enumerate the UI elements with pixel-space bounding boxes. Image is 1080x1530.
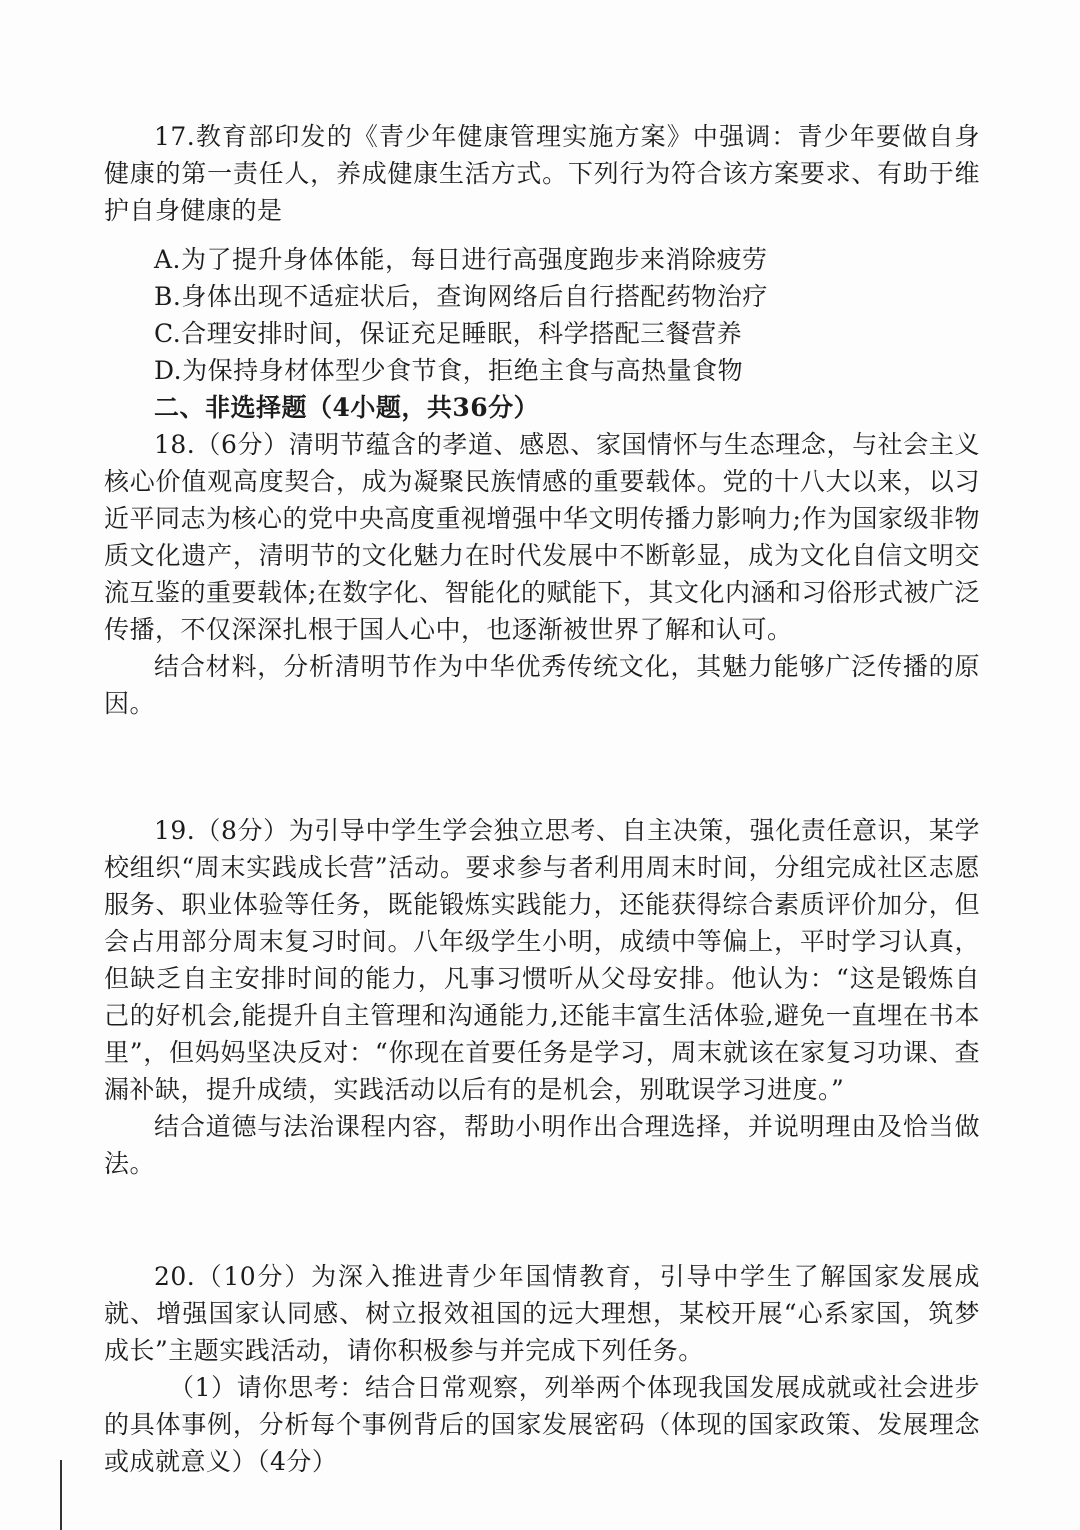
q19-stem: 19.（8分）为引导中学生学会独立思考、自主决策，强化责任意识，某学校组织“周末实践成长营”活动。要求参与者利用周末时间，分组完成社区志愿服务、职业体验等任务，既能锻炼实践能力，还能获得综合素质评价加分，但会占用部分周末复习时间。八年级学生小明，成绩中等偏上，平时学习认真，但缺乏自主安排时间的能力，凡事习惯听从父母安排。他认为：“这是锻炼自己的好机会,能提升自主管理和沟通能力,还能丰富生活体验,避免一直埋在书本里”，但妈妈坚决反对：“你现在首要任务是学习，周末就该在家复习功课、查漏补缺，提升成绩，实践活动以后有的是机会，别耽误学习进度。” <box>104 816 980 1104</box>
q18-stem: 18.（6分）清明节蕴含的孝道、感恩、家国情怀与生态理念，与社会主义核心价值观高度契合，成为凝聚民族情感的重要载体。党的十八大以来，以习近平同志为核心的党中央高度重视增强中华文明传播力影响力;作为国家级非物质文化遗产，清明节的文化魅力在时代发展中不断彰显，成为文化自信文明交流互鉴的重要载体;在数字化、智能化的赋能下，其文化内涵和习俗形式被广泛传播，不仅深深扎根于国人心中，也逐渐被世界了解和认可。 <box>104 430 980 644</box>
q18-task: 结合材料，分析清明节作为中华优秀传统文化，其魅力能够广泛传播的原因。 <box>104 652 980 718</box>
q19-task: 结合道德与法治课程内容，帮助小明作出合理选择，并说明理由及恰当做法。 <box>104 1112 980 1178</box>
section-heading: 二、非选择题（4小题，共36分） <box>154 393 540 422</box>
q17-option-c: C.合理安排时间，保证充足睡眠，科学搭配三餐营养 <box>154 319 743 348</box>
page-content <box>104 118 980 1480</box>
q17-stem: 17.教育部印发的《青少年健康管理实施方案》中强调：青少年要做自身健康的第一责任人，养成健康生活方式。下列行为符合该方案要求、有助于维护自身健康的是 <box>104 122 980 225</box>
q17-option-d: D.为保持身材体型少食节食，拒绝主食与高热量食物 <box>154 356 744 385</box>
q20-subquestion-1: （1）请你思考：结合日常观察，列举两个体现我国发展成就或社会进步的具体事例，分析每个事例背后的国家发展密码（体现的国家政策、发展理念或成就意义）（4分） <box>104 1373 980 1476</box>
q17-option-a: A.为了提升身体体能，每日进行高强度跑步来消除疲劳 <box>154 245 768 274</box>
q20-stem: 20.（10分）为深入推进青少年国情教育，引导中学生了解国家发展成就、增强国家认同感、树立报效祖国的远大理想，某校开展“心系家国，筑梦成长”主题实践活动，请你积极参与并完成下列任务。 <box>104 1262 980 1365</box>
margin-line <box>60 1460 62 1530</box>
q17-option-b: B.身体出现不适症状后，查询网络后自行搭配药物治疗 <box>154 282 768 311</box>
